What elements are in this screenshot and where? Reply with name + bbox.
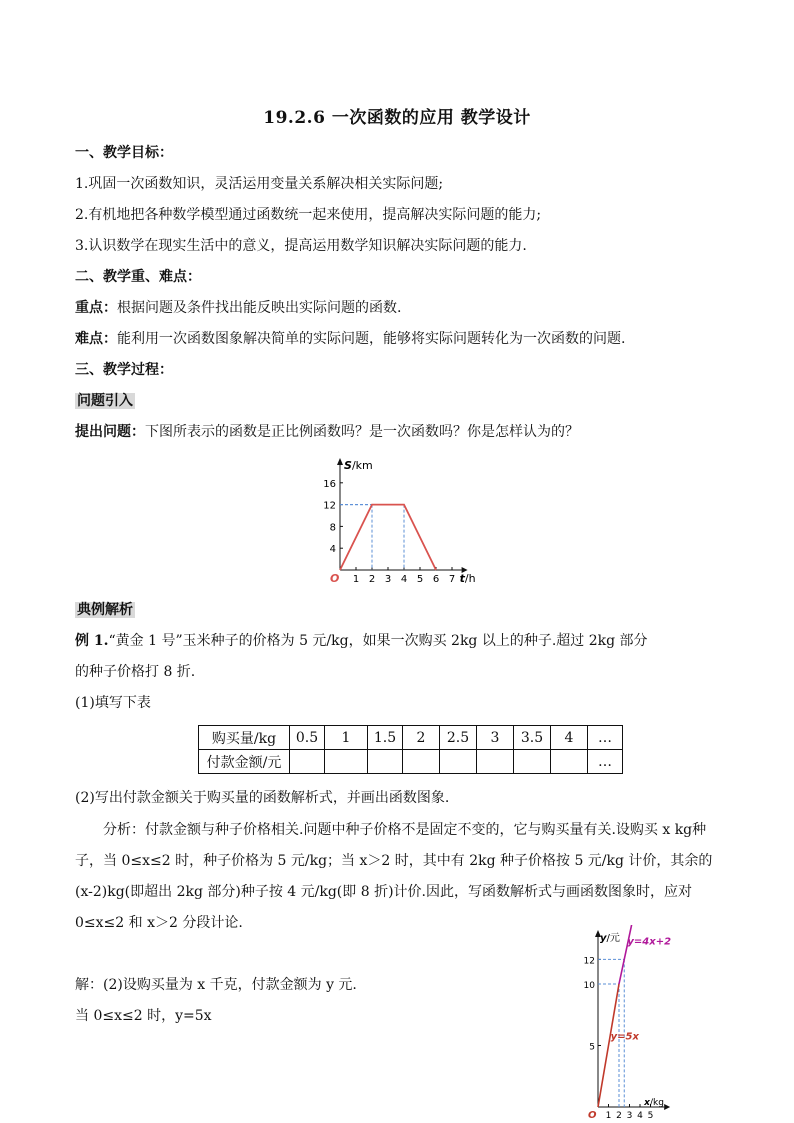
table-header-cell: 购买量/kg — [199, 726, 290, 750]
series-label: y=5x — [610, 1031, 639, 1043]
analysis-paragraph: 分析：付款金额与种子价格相关.问题中种子价格不是固定不变的，它与购买量有关.设购买 x kg种子，当 0≤x≤2 时，种子价格为 5 元/kg；当 x＞2 时，其中有 2kg 种子价格按 5 元/kg 计价，其余的(x-2)kg(即超出 2kg 部分)种子按 4 元/kg(即 8 折)计价.因此，写函数解析式与画函数图象时，应对 0≤x≤2 和 x＞2 分段计论. — [75, 822, 713, 931]
table-cell: 2.5 — [440, 726, 477, 750]
x-tick-label: 4 — [637, 1111, 643, 1120]
ask-text: 下图所表示的函数是正比例函数吗？是一次函数吗？你是怎样认为的？ — [145, 424, 579, 440]
question-row — [75, 422, 579, 442]
y-tick-label: 8 — [329, 522, 336, 534]
y-axis-variable: y — [600, 933, 607, 944]
x-tick-label: 2 — [616, 1111, 622, 1120]
table-cell — [440, 750, 477, 774]
x-tick-label: 1 — [605, 1111, 612, 1120]
x-tick-label: 2 — [368, 574, 376, 585]
table-cell: 1.5 — [368, 726, 403, 750]
purchase-table — [198, 725, 623, 774]
intro-tag-row — [75, 391, 135, 411]
y-axis-variable: S — [344, 459, 352, 472]
table-cell — [368, 750, 403, 774]
payment-chart — [560, 925, 705, 1120]
table-cell: 4 — [551, 726, 588, 750]
solution-line-1: 解：(2)设购买量为 x 千克，付款金额为 y 元. — [75, 977, 357, 993]
difficulty-point — [75, 329, 625, 349]
table-cell: 3.5 — [514, 726, 551, 750]
x-axis-label — [460, 572, 476, 585]
x-tick-label: 3 — [384, 574, 392, 585]
table-cell: 3 — [477, 726, 514, 750]
page-title: 19.2.6 一次函数的应用 教学设计 — [263, 108, 531, 128]
table-cell — [325, 750, 368, 774]
intro-tag: 问题引入 — [77, 393, 133, 409]
x-tick-label: 1 — [352, 574, 360, 585]
example-tag: 典例解析 — [77, 602, 133, 618]
table-cell: 0.5 — [290, 726, 325, 750]
example1-text-b: 的种子价格打 8 折. — [75, 664, 196, 680]
series-line-segment-2 — [619, 925, 632, 984]
table-row — [199, 726, 623, 750]
series-line-segment-1 — [598, 984, 619, 1107]
x-tick-label: 6 — [432, 574, 440, 585]
origin-label: O — [330, 572, 340, 585]
question1: (1)填写下表 — [75, 695, 151, 711]
y-tick-label: 10 — [583, 981, 595, 991]
table-header-cell: 付款金额/元 — [199, 750, 290, 774]
goal-item: 2.有机地把各种数学模型通过函数统一起来使用，提高解决实际问题的能力; — [75, 207, 542, 223]
process-heading: 三、教学过程： — [75, 362, 173, 378]
question2: (2)写出付款金额关于购买量的函数解析式，并画出函数图象. — [75, 790, 450, 806]
x-tick-label: 5 — [647, 1111, 654, 1120]
y-tick-label: 12 — [583, 956, 595, 967]
key-point — [75, 298, 401, 318]
difficulty-text: 能利用一次函数图象解决简单的实际问题，能够将实际问题转化为一次函数的问题. — [117, 331, 626, 347]
x-tick-label: 3 — [626, 1111, 633, 1120]
example-tag-row — [75, 600, 135, 620]
y-tick-label: 12 — [323, 500, 336, 512]
series-label: y=4x+2 — [627, 936, 672, 948]
y-tick-label: 4 — [329, 544, 336, 556]
goals-heading: 一、教学目标： — [75, 145, 173, 161]
x-axis-variable: x — [644, 1098, 650, 1108]
y-axis-label — [600, 932, 620, 944]
key-heading: 二、教学重、难点： — [75, 269, 201, 285]
table-cell: … — [588, 750, 623, 774]
x-axis-unit: /h — [464, 572, 476, 585]
table-row — [199, 750, 623, 774]
table-cell: 1 — [325, 726, 368, 750]
y-axis-unit: /元 — [606, 933, 620, 944]
example1-text-a: “黄金 1 号”玉米种子的价格为 5 元/kg，如果一次购买 2kg 以上的种子.超过 2kg 部分 — [108, 633, 648, 649]
example1-line-a — [75, 631, 648, 651]
x-axis-unit: /kg — [649, 1098, 664, 1108]
key-text: 根据问题及条件找出能反映出实际问题的函数. — [117, 300, 402, 316]
series-line — [340, 505, 436, 570]
distance-time-chart — [320, 455, 480, 590]
table-cell: … — [588, 726, 623, 750]
goal-item: 3.认识数学在现实生活中的意义，提高运用数学知识解决实际问题的能力. — [75, 238, 527, 254]
x-axis-variable: t — [459, 572, 465, 585]
key-label: 重点： — [75, 300, 117, 316]
x-axis-label — [643, 1098, 664, 1108]
table-cell — [514, 750, 551, 774]
y-axis-label — [344, 459, 373, 472]
x-tick-label: 5 — [416, 574, 424, 585]
table-cell — [403, 750, 440, 774]
difficulty-label: 难点： — [75, 331, 117, 347]
table-cell — [477, 750, 514, 774]
table-cell — [551, 750, 588, 774]
solution-line-2: 当 0≤x≤2 时，y=5x — [75, 1008, 212, 1024]
x-tick-label: 4 — [400, 574, 408, 585]
y-axis-unit: /km — [351, 459, 373, 472]
origin-label: O — [588, 1110, 597, 1120]
ask-label: 提出问题： — [75, 424, 145, 440]
y-tick-label: 5 — [589, 1042, 595, 1053]
y-tick-label: 16 — [323, 478, 336, 490]
y-axis-arrow — [337, 458, 343, 465]
table-cell — [290, 750, 325, 774]
x-tick-label: 7 — [448, 574, 456, 585]
table-cell: 2 — [403, 726, 440, 750]
x-axis-arrow — [664, 1104, 670, 1110]
goal-item: 1.巩固一次函数知识，灵活运用变量关系解决相关实际问题; — [75, 176, 444, 192]
example1-label: 例 1. — [75, 633, 109, 649]
